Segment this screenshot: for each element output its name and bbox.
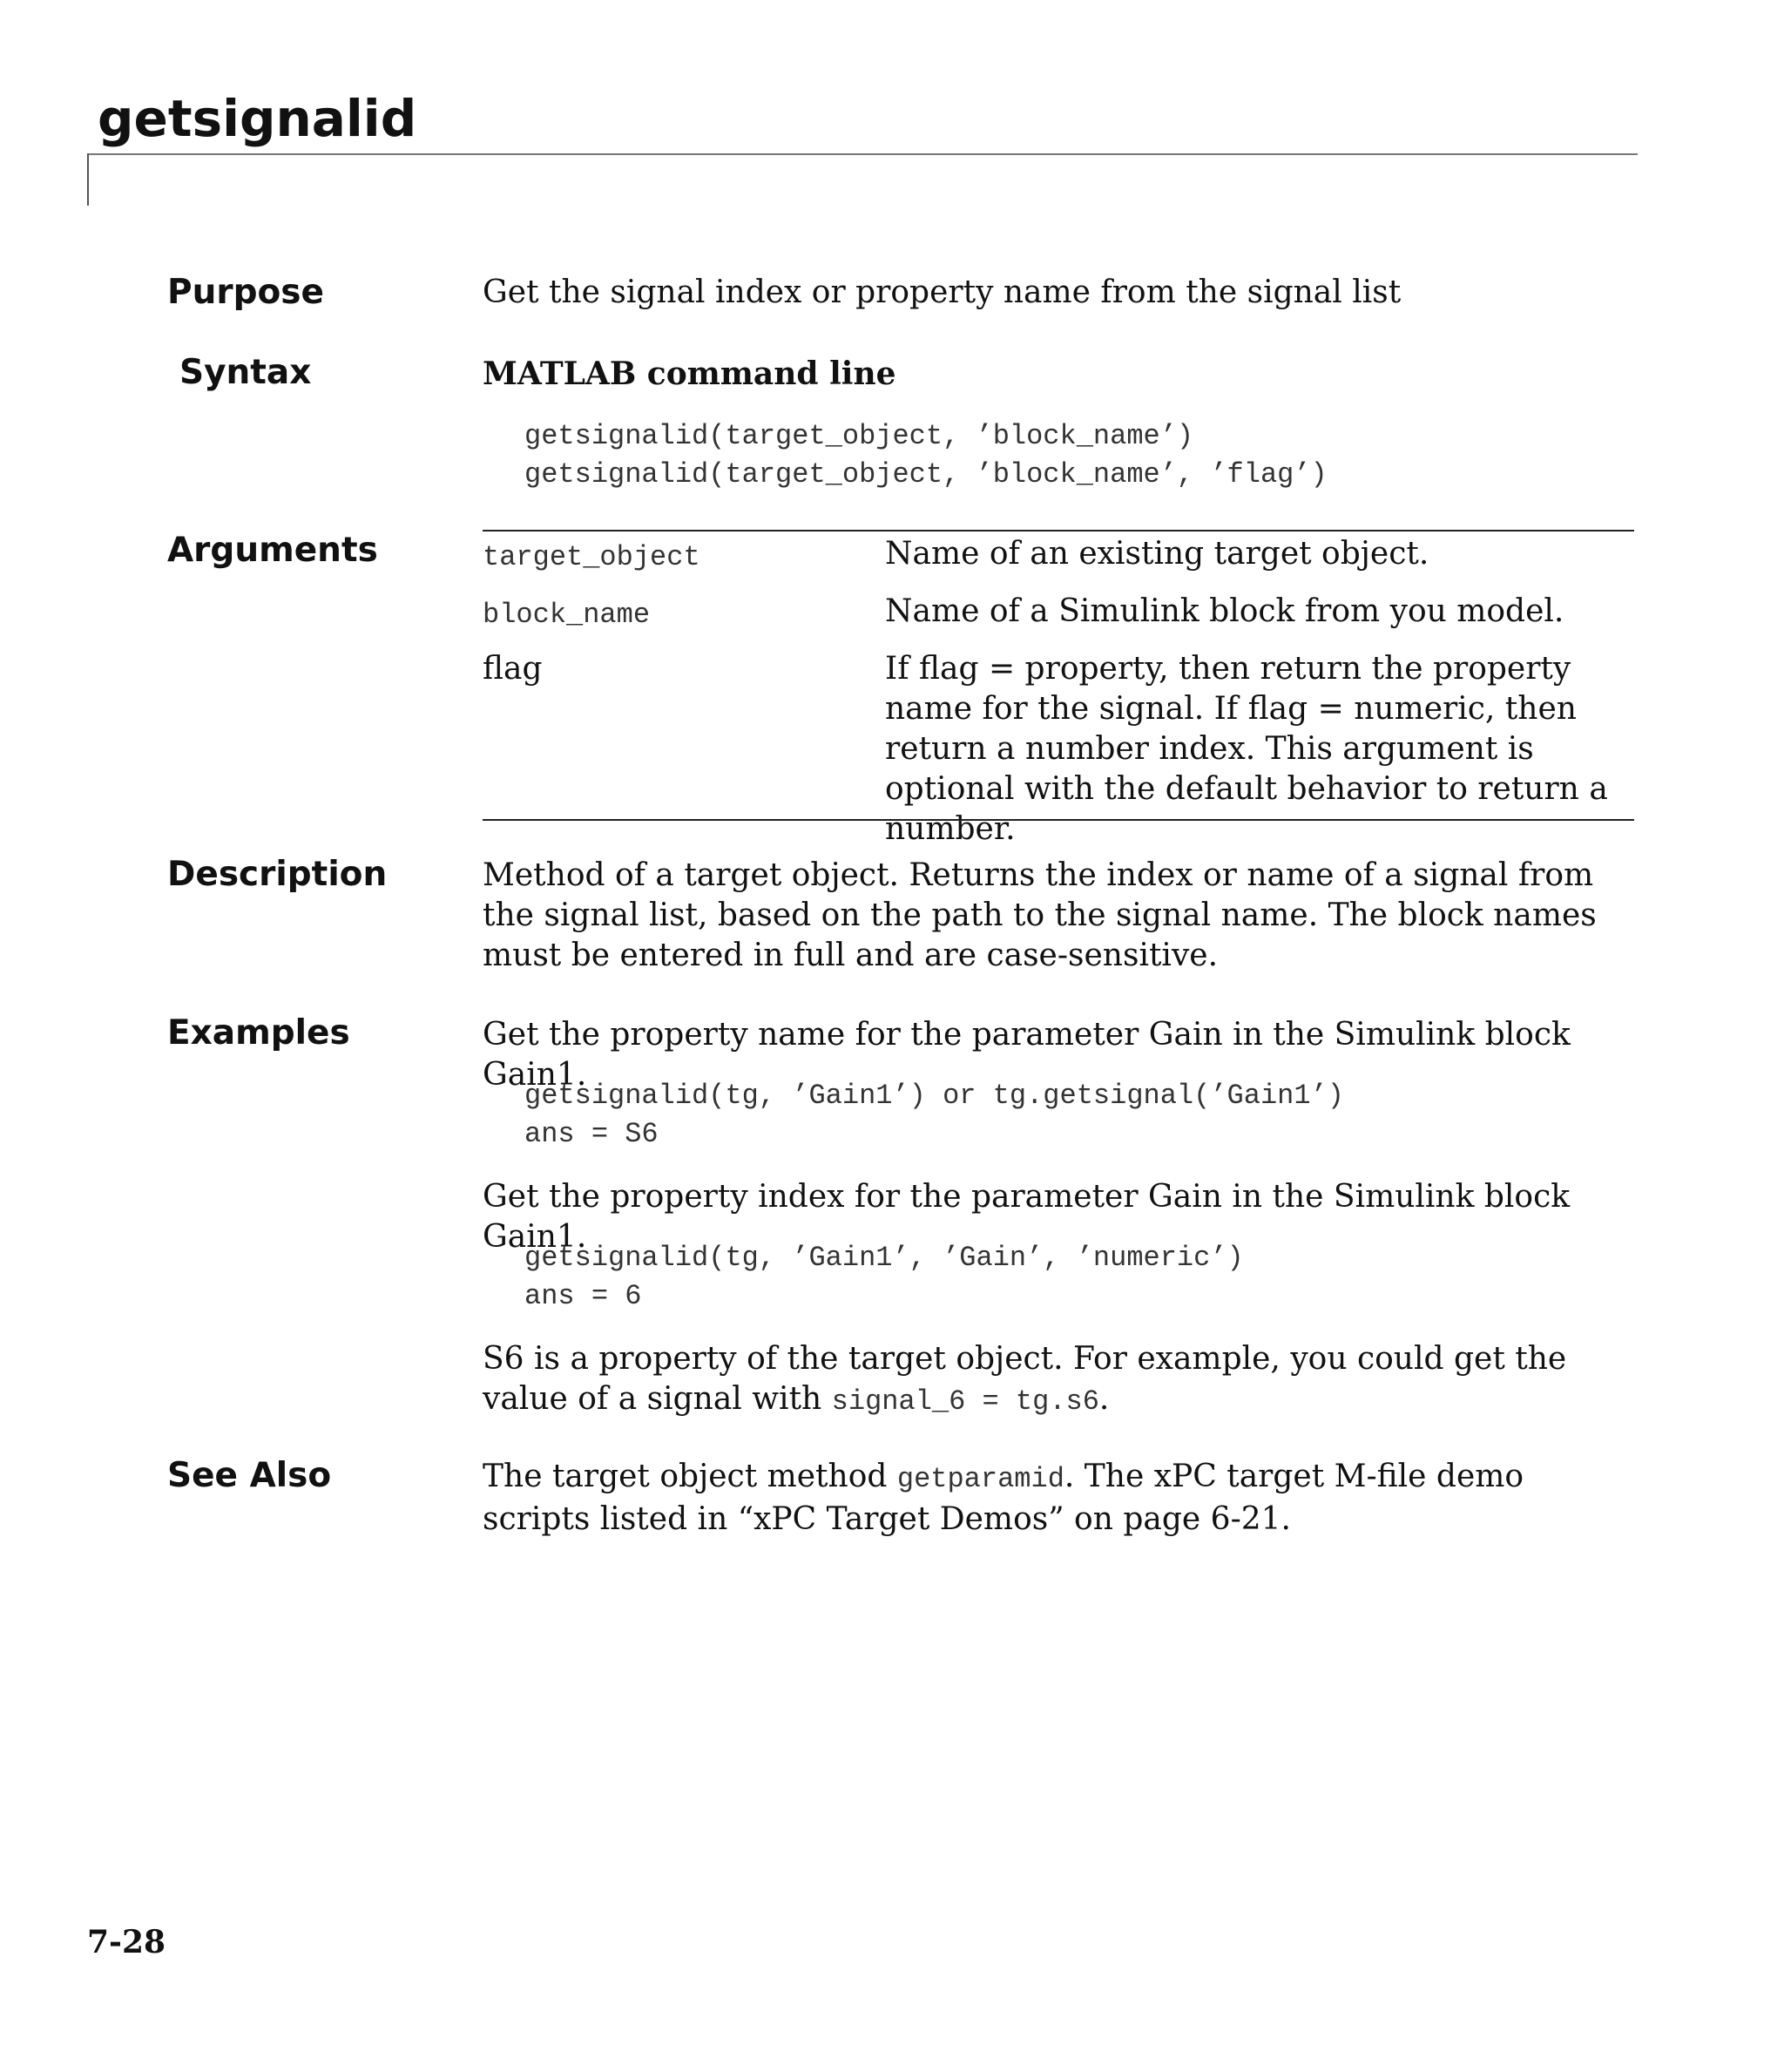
page-title: getsignalid <box>98 89 417 148</box>
examples-note-code: signal_6 = tg.s6 <box>831 1385 1099 1418</box>
purpose-label: Purpose <box>167 273 324 312</box>
examples-intro-2: Get the property index for the parameter Gain in the Simulink block Gain1. <box>483 1179 1571 1255</box>
syntax-label: Syntax <box>179 353 312 392</box>
argument-description-target-object: Name of an existing target object. <box>885 536 1429 572</box>
arguments-label: Arguments <box>167 531 378 570</box>
see-also-text-start: The target object method <box>483 1459 897 1494</box>
see-also-text <box>483 1457 1638 1540</box>
page-number: 7-28 <box>87 1924 166 1960</box>
examples-code-1-line-1: getsignalid(tg, ’Gain1’) or tg.getsignal(’Gain1’) <box>524 1080 1344 1112</box>
arguments-top-rule <box>483 530 1634 532</box>
see-also-code: getparamid <box>896 1463 1064 1495</box>
argument-name-flag: flag <box>483 651 543 687</box>
purpose-text: Get the signal index or property name from the signal list <box>483 274 1402 310</box>
see-also-label: See Also <box>167 1456 332 1495</box>
examples-code-2-line-2: ans = 6 <box>524 1280 642 1312</box>
argument-description-block-name: Name of a Simulink block from you model. <box>885 593 1564 629</box>
examples-note-end: . <box>1098 1381 1110 1417</box>
description-label: Description <box>167 855 388 894</box>
examples-label: Examples <box>167 1013 350 1053</box>
argument-name-target-object: target_object <box>483 541 700 573</box>
examples-note-text: S6 is a property of the target object. For example, you could get the value of a signal with <box>483 1341 1567 1417</box>
examples-code-2-line-1: getsignalid(tg, ’Gain1’, ’Gain’, ’numeric’) <box>524 1242 1244 1274</box>
argument-name-block-name: block_name <box>483 599 651 631</box>
examples-code-1-line-2: ans = S6 <box>524 1118 659 1150</box>
syntax-code-line-2: getsignalid(target_object, ’block_name’, ’flag’) <box>524 458 1328 491</box>
see-also-text-end: . The xPC target M-file demo scripts listed in “xPC Target Demos” on page 6-21. <box>483 1459 1524 1537</box>
title-rule <box>87 153 1638 155</box>
argument-description-flag: If flag = property, then return the property name for the signal. If flag = numeric, then return a number index. This argument is optional with the default behavior to return a number. <box>885 651 1608 847</box>
syntax-code-line-1: getsignalid(target_object, ’block_name’) <box>524 420 1194 452</box>
examples-note <box>483 1339 1638 1422</box>
title-tick <box>87 153 89 206</box>
description-text: Method of a target object. Returns the index or name of a signal from the signal list, based on the path to the signal name. The block names must be entered in full and are case-sensitive. <box>483 857 1597 973</box>
examples-intro-1: Get the property name for the parameter Gain in the Simulink block Gain1. <box>483 1017 1571 1093</box>
arguments-bottom-rule <box>483 819 1634 821</box>
syntax-subheading: MATLAB command line <box>483 355 896 392</box>
